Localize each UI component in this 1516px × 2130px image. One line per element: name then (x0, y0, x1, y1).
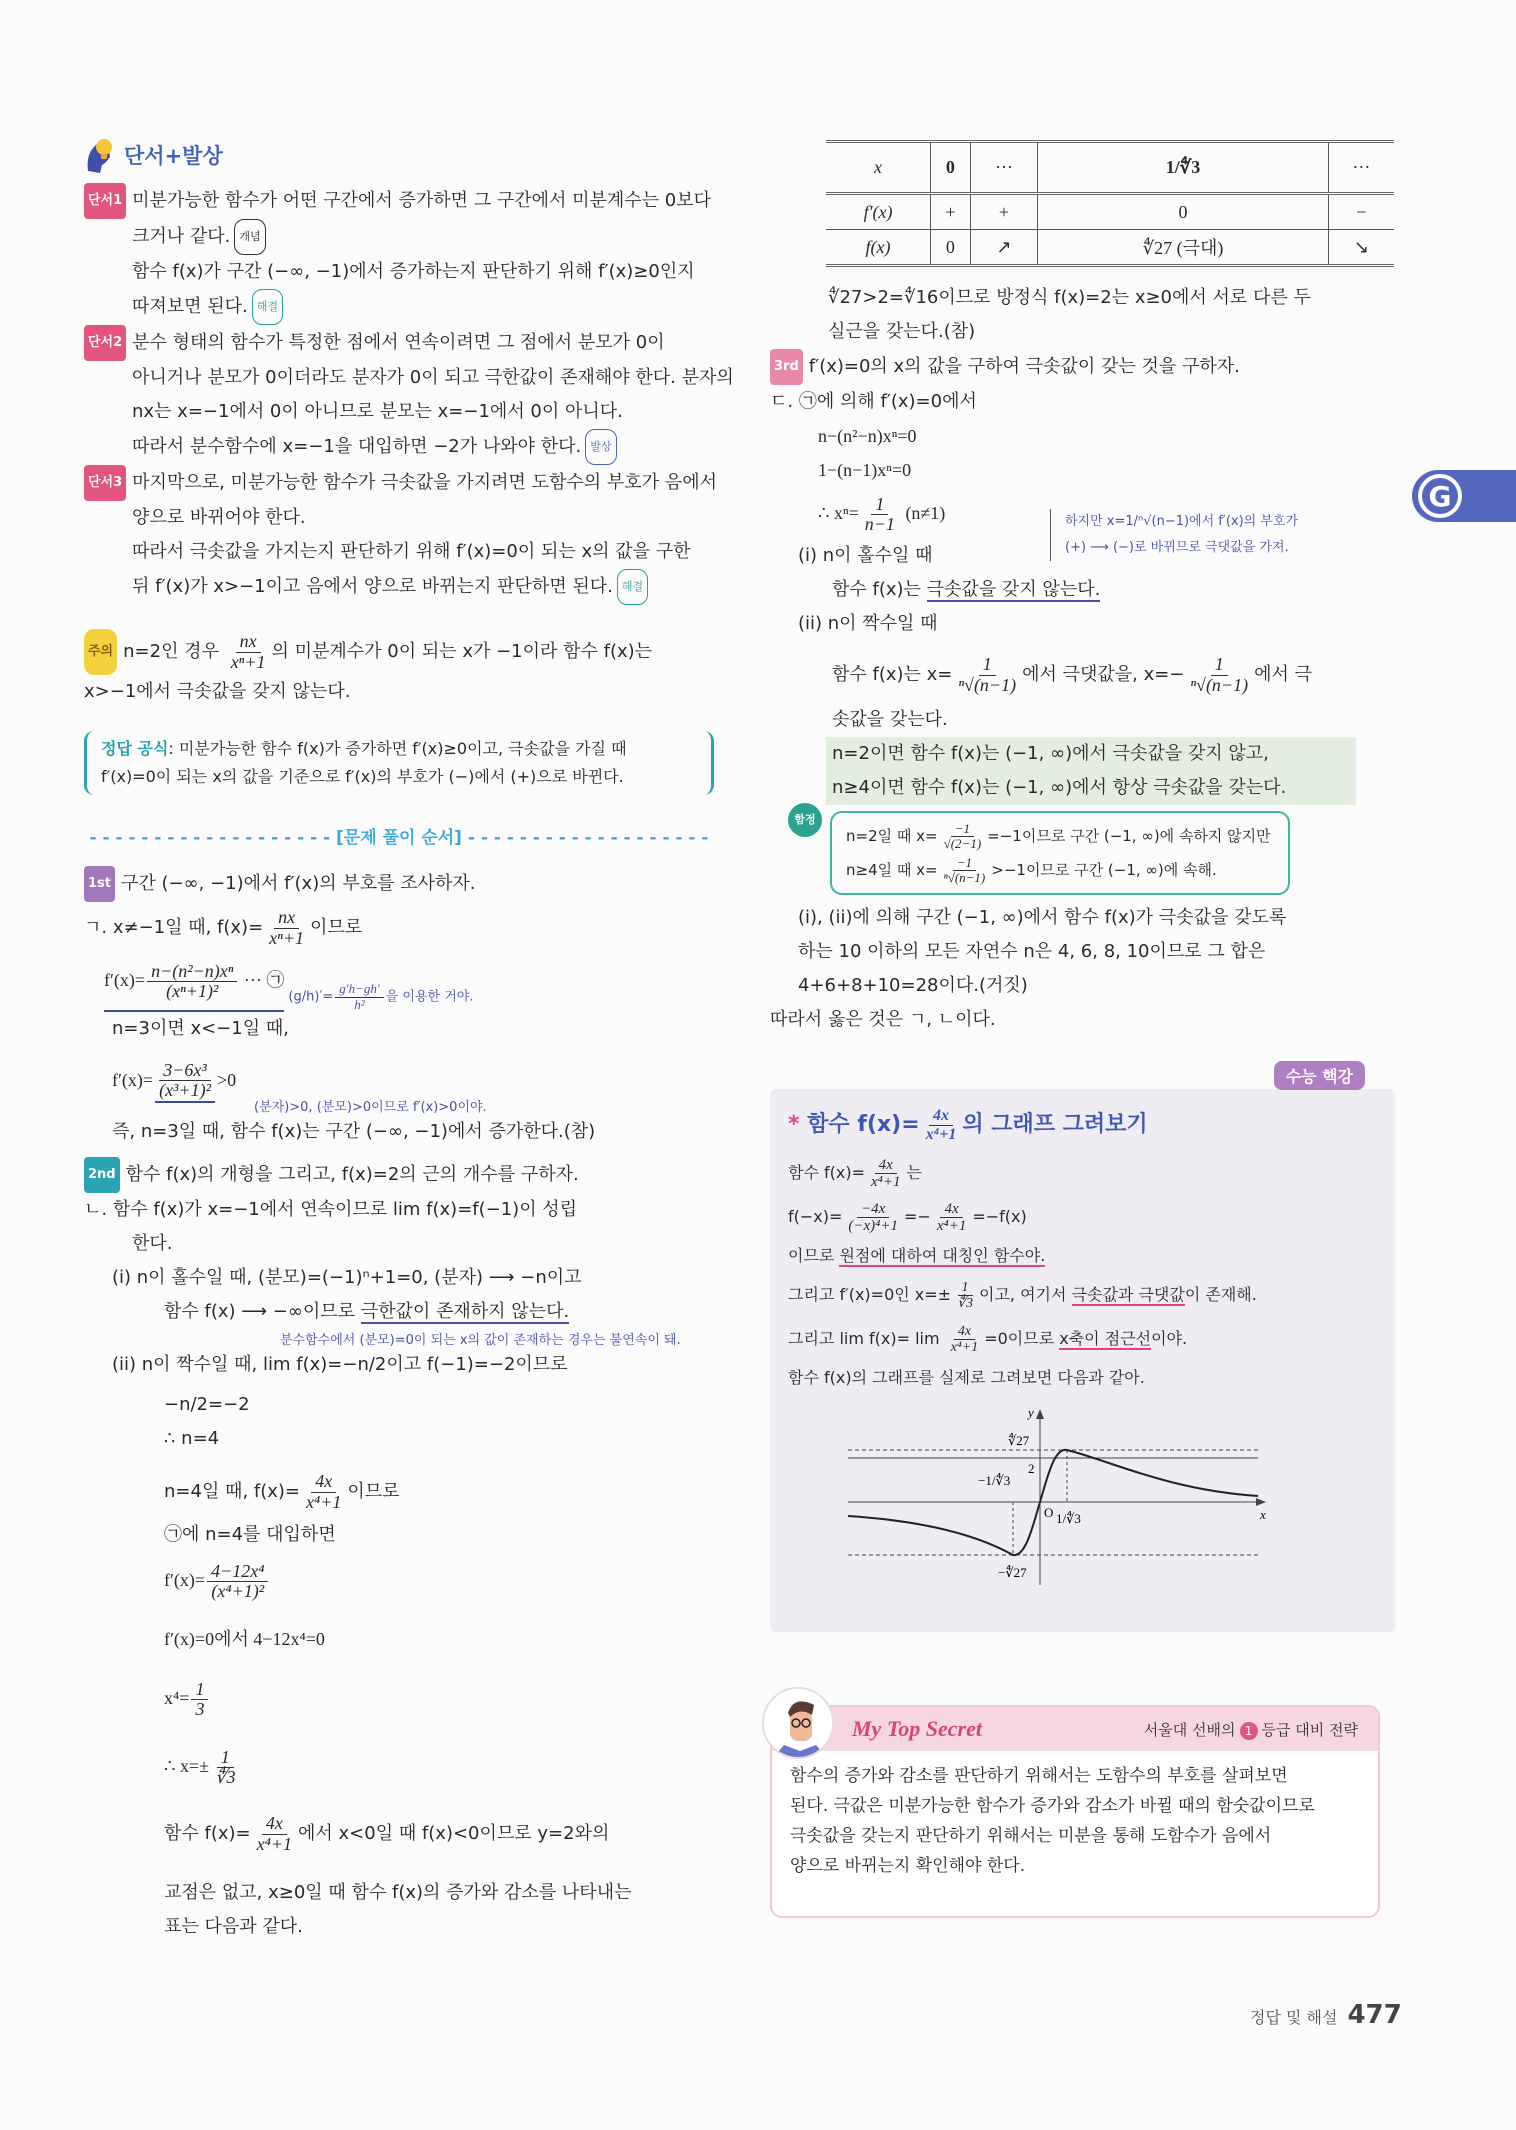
clue-badge: 단서3 (84, 465, 126, 501)
local-max-note: 하지만 x=1/ⁿ√(n−1)에서 f′(x)의 부호가 (+) ⟶ (−)로 바뀌므로 극댓값을 가져. (1050, 509, 1298, 561)
svg-text:y: y (1028, 1405, 1034, 1421)
svg-text:1/∜3: 1/∜3 (1056, 1511, 1081, 1527)
answer-formula-box: 정답 공식: 미분가능한 함수 f(x)가 증가하면 f′(x)≥0이고, 극솟값을 가질 때 f′(x)=0이 되는 x의 값을 기준으로 f′(x)의 부호가 (−)에서 (+)으로 바뀐다. (84, 731, 714, 795)
part-b-intro: ㄴ. 함수 f(x)가 x=−1에서 연속이므로 lim f(x)=f(−1)이 성립 (84, 1199, 578, 1220)
chapter-letter: G (1422, 478, 1458, 514)
step-3: 3rd f′(x)=0의 x의 값을 구하여 극솟값이 갖는 것을 구하자. (770, 349, 1395, 385)
table-header-row: x 0 ··· 1/∜3 ··· (826, 142, 1394, 194)
page-footer: 정답 및 해설 477 (1250, 2000, 1402, 2030)
increase-decrease-table (826, 140, 1394, 267)
svg-text:2: 2 (1028, 1461, 1035, 1477)
clue-badge: 단서2 (84, 325, 126, 361)
part-a-intro: ㄱ. x≠−1일 때, f(x)= $\frac{nx}{\text{xⁿ+1}}$ 이므로 (84, 906, 363, 948)
concept-tag: 개념 (234, 219, 265, 255)
solve-tag: 해결 (252, 289, 283, 325)
quotient-rule-note: (g/h)′= $\frac{g'h-gh'}{\text{h²}}$ 을 이용한 거야. (288, 981, 474, 1012)
exam-title: * 함수 f(x)= $\frac{4x}{\text{x⁴+1}}$ 의 그래프 그려보기 (788, 1107, 1148, 1143)
table-row: f′(x) + + 0 − (826, 194, 1394, 230)
secret-body: 함수의 증가와 감소를 판단하기 위해서는 도함수의 부호를 살펴보면 된다. 극값은 미분가능한 함수가 증가와 감소가 바뀔 때의 함숫값이므로 극솟값을 갖는지 판단하기 위해서는 미분을 통해 도함수가 음에서 양으로 바뀌는지 확인해야 한다. (790, 1766, 1315, 1876)
step-2: 2nd 함수 f(x)의 개형을 그리고, f(x)=2의 근의 개수를 구하자. (84, 1157, 714, 1193)
sign-note: (분자)>0, (분모)>0이므로 f′(x)>0이야. (254, 1100, 487, 1115)
clue-2: 단서2 분수 형태의 함수가 특정한 점에서 연속이려면 그 점에서 분모가 0이 (84, 325, 714, 361)
trap-note-box: 함정 n=2일 때 x= $\frac{-1}{√(2-1)}$ =−1이므로 구간 (−1, ∞)에 속하지 않지만 n≥4일 때 x= $\frac{-1}{\text{ⁿ√(n−1)}}$ >−1이므로 구간 (−1, ∞)에 속해. (830, 811, 1290, 895)
exam-lecture-badge: 수능 핵강 (1274, 1061, 1365, 1090)
left-column: 단서+발상 단서1 미분가능한 함수가 어떤 구간에서 증가하면 그 구간에서 미분계수는 0보다 크거나 같다. 개념 함수 f(x)가 구간 (−∞, −1)에서 증가하는지 판단하기 위해 f′(x)≥0인지 따져보면 된다. 해결 단서2 분수 형태의 함수가 특정한 점에서 연속이려면 그 점에서 분모가 0이 아니거나 분모가 0이더라도 분자가 0이 되고 극한값이 존재해야 한다. 분자의 nx는 x=−1에서 0이 아니므로 분모는 x=−1에서 0이 아니다. 따라서 분수함수에 x=−1을 대입하면 −2가 나와야 한다. 발상 단서3 마지막으로, 미분가능한 함수가 극솟값을 가지려면 도함수의 부호가 음에서 양으로 바뀌어야 한다. 따라서 극솟값을 가지는지 판단하기 위해 f′(x)=0이 되는 x의 값을 구한 뒤 f′(x)가 x>−1이고 음에서 양으로 바뀌는지 판단하면 된다. 해결 주의 n=2인 경우 $\frac{nx}{\text{xⁿ+1}}$ 의 미분계수가 0이 되는 x가 −1이라 함수 f(x)는 x>−1에서 극솟값을 갖지 않는다. 정답 공식: 미분가능한 함수 f(x)가 증가하면 f′(x)≥0이고, 극솟값을 가질 때 f′(x)=0이 되는 x의 값을 기준으로 f′(x)의 부호가 (−)에서 (+)으로 바뀐다. - - - - - - - - - - - - - - - - - - - [문제 풀이 순서] - - - - - - - - - - - - - - - - - - - 1st 구간 (−∞, −1)에서 f′(x)의 부호를 조사하자. ㄱ. x≠−1일 때, f(x)= $\frac{nx}{\text{xⁿ+1}}$ 이므로 f′(x)= $\frac{\text{n−(n²−n)xⁿ}}{\text{(xⁿ+1)²}}$ ··· ㉠ (g/h)′= $\frac{g'h-gh'}{\text{h²}}$ 을 이용한 거야. n=3이면 x<−1일 때, f′(x)= $\frac{\text{3−6x³}}{\text{(x³+1)²}}$ >0 (분자)>0, (분모)>0이므로 f′(x)>0이야. 즉, n=3일 때, 함수 f(x)는 구간 (−∞, −1)에서 증가한다.(참) 2nd 함수 f(x)의 개형을 그리고, f(x)=2의 근의 개수를 구하자. ㄴ. 함수 f(x)가 x=−1에서 연속이므로 lim f(x)=f(−1)이 성립 한다. (i) n이 홀수일 때, (분모)=(−1)ⁿ+1=0, (분자) ⟶ −n이고 함수 f(x) ⟶ −∞이므로 극한값이 존재하지 않는다. 분수함수에서 (분모)=0이 되는 x의 값이 존재하는 경우는 불연속이 돼. (ii) n이 짝수일 때, lim f(x)=−n/2이고 f(−1)=−2이므로 −n/2=−2 ∴ n=4 n=4일 때, f(x)= $\frac{4x}{\text{x⁴+1}}$ 이므로 ㉠에 n=4를 대입하면 f′(x)= $\frac{\text{4−12x⁴}}{\text{(x⁴+1)²}}$ f′(x)=0에서 4−12x⁴=0 x⁴= $\frac{1}{3}$ ∴ x=± $\frac{1}{∜3}$ 함수 f(x)= $\frac{4x}{\text{x⁴+1}}$ 에서 x<0일 때 f(x)<0이므로 y=2와의 교점은 없고, x≥0일 때 함수 f(x)의 증가와 감소를 나타내는 표는 다음과 같다. (84, 135, 714, 1944)
my-top-secret-box: My Top Secret 서울대 선배의 1 등급 대비 전략 함수의 증가와 감소를 판단하기 위해서는 도함수의 부호를 살펴보면 된다. 극값은 미분가능한 함수가 증가와 감소가 바뀔 때의 함숫값이므로 극솟값을 갖는지 판단하기 위해서는 미분을 통해 도함수가 음에서 양으로 바뀌는지 확인해야 한다. (770, 1705, 1380, 1918)
exam-lecture-box: 수능 핵강 * 함수 f(x)= $\frac{4x}{\text{x⁴+1}}$ 의 그래프 그려보기 함수 f(x)= $\frac{4x}{\text{x⁴+1}}$ 는 f(−x)= $\frac{-4x}{\text{(−x)⁴+1}}$ =− $\frac{4x}{\text{x⁴+1}}$ =−f(x) 이므로 원점에 대하여 대칭인 함수야. 그리고 f′(x)=0인 x=± $\frac{1}{∜3}$ 이고, 여기서 극솟값과 극댓값이 존재해. 그리고 lim f(x)= lim $\frac{4x}{\text{x⁴+1}}$ =0이므로 x축이 점근선이야. 함수 f(x)의 그래프를 실제로 그려보면 다음과 같아. y x ∜27 2 −1/∜3 O 1/∜3 −∜27 (770, 1089, 1395, 1632)
svg-text:−1/∜3: −1/∜3 (978, 1473, 1011, 1489)
clue-3: 단서3 마지막으로, 미분가능한 함수가 극솟값을 가지려면 도함수의 부호가 음에서 (84, 465, 714, 501)
svg-text:x: x (1260, 1507, 1266, 1523)
caution-note: 주의 n=2인 경우 $\frac{nx}{\text{xⁿ+1}}$ 의 미분계수가 0이 되는 x가 −1이라 함수 f(x)는 (84, 629, 714, 675)
svg-text:O: O (1044, 1505, 1054, 1521)
trap-badge: 함정 (788, 803, 822, 837)
svg-text:∜27: ∜27 (1008, 1433, 1030, 1449)
highlight-conclusion: n=2이면 함수 f(x)는 (−1, ∞)에서 극솟값을 갖지 않고, n≥4이면 함수 f(x)는 (−1, ∞)에서 항상 극솟값을 갖는다. (826, 737, 1356, 805)
avatar (762, 1687, 834, 1759)
caution-badge: 주의 (84, 629, 117, 675)
final-answer: 따라서 옳은 것은 ㄱ, ㄴ이다. (770, 1009, 996, 1030)
svg-text:−∜27: −∜27 (998, 1565, 1027, 1581)
clue-badge: 단서1 (84, 183, 126, 219)
secret-title: My Top Secret (852, 1716, 982, 1741)
chapter-tab-g (1412, 470, 1516, 522)
table-row: f(x) 0 ↗ ∜27 (극대) ↘ (826, 230, 1394, 266)
section-heading: 단서+발상 (84, 135, 714, 175)
lightbulb-head-icon (84, 135, 116, 175)
function-graph (848, 1405, 1288, 1605)
discontinuity-note: 분수함수에서 (분모)=0이 되는 x의 값이 존재하는 경우는 불연속이 돼. (280, 1333, 681, 1348)
derivative-formula: f′(x)= $\frac{\text{n−(n²−n)xⁿ}}{\text{(xⁿ+1)²}}$ ··· ㉠ (104, 960, 285, 1002)
page-number: 477 (1347, 2000, 1402, 2030)
idea-tag: 발상 (585, 429, 616, 465)
solution-order-divider: - - - - - - - - - - - - - - - - - - - [문제 풀이 순서] - - - - - - - - - - - - - - - - - - - (89, 828, 709, 848)
right-column: x 0 ··· 1/∜3 ··· f′(x) + + 0 − f(x) 0 ↗ ∜27 (극대) ↘ ∜27>2=∜16이므로 방정식 f(x)=2는 x≥0에서 서로 다른 두 실근을 갖는다.(참) 3rd f′(x)=0의 x의 값을 구하여 극솟값이 갖는 것을 구하자. ㄷ. ㉠에 의해 f′(x)=0에서 n−(n²−n)xⁿ=0 1−(n−1)xⁿ=0 ∴ xⁿ= $\frac{1}{n-1}$ (n≠1) 하지만 x=1/ⁿ√(n−1)에서 f′(x)의 부호가 (+) ⟶ (−)로 바뀌므로 극댓값을 가져. (i) n이 홀수일 때 함수 f(x)는 극솟값을 갖지 않는다. (ii) n이 짝수일 때 함수 f(x)는 x= $\frac{1}{\text{ⁿ√(n−1)}}$ 에서 극댓값을, x=− $\frac{1}{\text{ⁿ√(n−1)}}$ 에서 극 솟값을 갖는다. n=2이면 함수 f(x)는 (−1, ∞)에서 극솟값을 갖지 않고, n≥4이면 함수 f(x)는 (−1, ∞)에서 항상 극솟값을 갖는다. 함정 n=2일 때 x= $\frac{-1}{√(2-1)}$ =−1이므로 구간 (−1, ∞)에 속하지 않지만 n≥4일 때 x= $\frac{-1}{\text{ⁿ√(n−1)}}$ >−1이므로 구간 (−1, ∞)에 속해. (i), (ii)에 의해 구간 (−1, ∞)에서 함수 f(x)가 극솟값을 갖도록 하는 10 이하의 모든 자연수 n은 4, 6, 8, 10이므로 그 합은 4+6+8+10=28이다.(거짓) 따라서 옳은 것은 ㄱ, ㄴ이다. 수능 핵강 * 함수 f(x)= $\frac{4x}{\text{x⁴+1}}$ 의 그래프 그려보기 함수 f(x)= $\frac{4x}{\text{x⁴+1}}$ 는 f(−x)= $\frac{-4x}{\text{(−x)⁴+1}}$ =− $\frac{4x}{\text{x⁴+1}}$ =−f(x) 이므로 원점에 대하여 대칭인 함수야. 그리고 f′(x)=0인 x=± $\frac{1}{∜3}$ 이고, 여기서 극솟값과 극댓값이 존재해. 그리고 lim f(x)= lim $\frac{4x}{\text{x⁴+1}}$ =0이므로 x축이 점근선이야. 함수 f(x)의 그래프를 실제로 그려보면 다음과 같아. y x ∜27 2 −1/∜3 O 1/∜3 −∜27 (770, 140, 1395, 1632)
step-1: 1st 구간 (−∞, −1)에서 f′(x)의 부호를 조사하자. (84, 866, 714, 902)
clue-1: 단서1 미분가능한 함수가 어떤 구간에서 증가하면 그 구간에서 미분계수는 0보다 (84, 183, 714, 219)
solve-tag: 해결 (617, 569, 648, 605)
